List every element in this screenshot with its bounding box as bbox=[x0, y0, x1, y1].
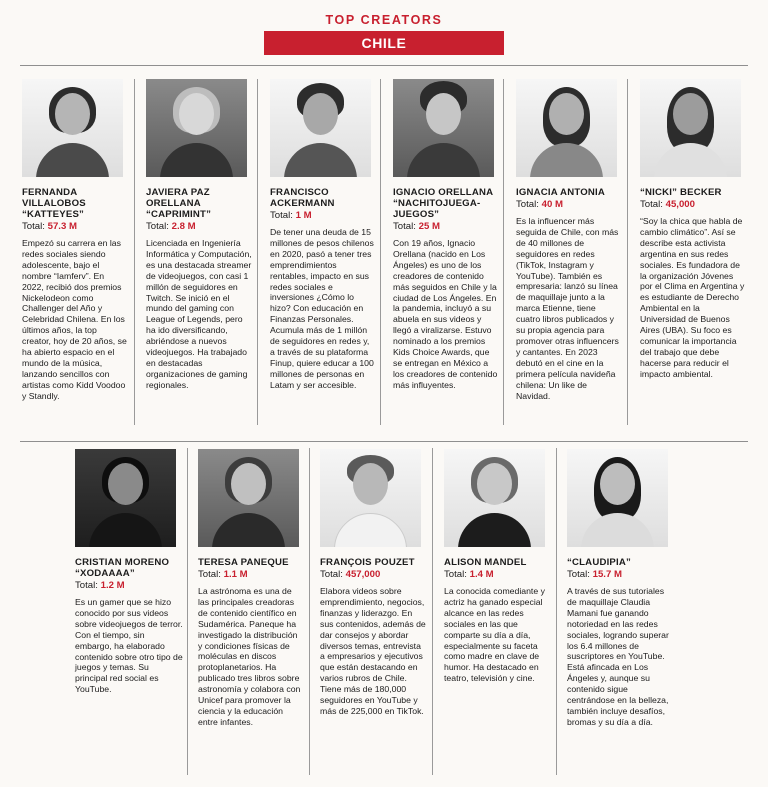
body-shape bbox=[36, 143, 109, 177]
creator-name: IGNACIA ANTONIA bbox=[516, 187, 605, 198]
creator-name: FERNANDA VILLALOBOS “KATTEYES” bbox=[22, 187, 86, 220]
body-shape bbox=[284, 143, 357, 177]
creator-total: Total: 1.2 M bbox=[75, 580, 125, 591]
creator-bio: A través de sus tutoriales de maquillaje Claudia Mamani fue ganando notoriedad en las redes sociales, logrando superar los 6.4 millones de suscriptores en YouTube. Está afincada en Los Ángeles y, aunque su contenido sigue centrándose en la belleza, también incluye desafíos, bromas y su día a día. bbox=[567, 586, 669, 727]
creator-bio: Elabora videos sobre emprendimiento, negocios, finanzas y liderazgo. En sus contenidos, además de dar consejos y abordar diversos temas, entrevista a empresarios y ejecutivos que están destacando en varios rubros de Chile. Tiene más de 180,000 seguidores en YouTube y más de 225,000 en TikTok. bbox=[320, 586, 426, 716]
creator-total: Total: 457,000 bbox=[320, 569, 381, 580]
face-shape bbox=[600, 463, 635, 505]
column-divider bbox=[134, 79, 135, 425]
middle-divider bbox=[20, 441, 748, 442]
column-divider bbox=[380, 79, 381, 425]
creator-card bbox=[270, 79, 376, 391]
creator-name: “NICKI” BECKER bbox=[640, 187, 722, 198]
face-shape bbox=[303, 93, 338, 135]
creator-card bbox=[75, 449, 183, 695]
creator-card bbox=[516, 79, 622, 401]
body-shape bbox=[334, 513, 407, 547]
creator-card bbox=[444, 449, 552, 684]
creator-card bbox=[640, 79, 748, 380]
creator-bio: Empezó su carrera en las redes sociales siendo adolescente, bajo el nombre “Iamferv”. En 2022, recibió dos premios Nickelodeon como Challenger del Año y Celebridad Chilena. En los últimos años, la top creator, hoy de 20 años, se ha abierto espacio en el mundo de la música, lanzando sencillos con artistas como Kidd Voodoo y Standly. bbox=[22, 238, 127, 401]
body-shape bbox=[654, 143, 727, 177]
creator-name: TERESA PANEQUE bbox=[198, 557, 289, 568]
creator-photo bbox=[567, 449, 668, 547]
creator-total: Total: 45,000 bbox=[640, 199, 695, 210]
creator-photo bbox=[75, 449, 176, 547]
creator-total: Total: 2.8 M bbox=[146, 221, 196, 232]
creator-name: “CLAUDIPIA” bbox=[567, 557, 632, 568]
creator-photo bbox=[22, 79, 123, 177]
creator-photo bbox=[270, 79, 371, 177]
column-divider bbox=[309, 448, 310, 775]
body-shape bbox=[89, 513, 162, 547]
creator-name: CRISTIAN MORENO “XODAAAA” bbox=[75, 557, 170, 579]
body-shape bbox=[160, 143, 233, 177]
body-shape bbox=[458, 513, 531, 547]
face-shape bbox=[549, 93, 584, 135]
column-divider bbox=[432, 448, 433, 775]
face-shape bbox=[231, 463, 266, 505]
face-shape bbox=[179, 93, 214, 135]
creator-bio: Con 19 años, Ignacio Orellana (nacido en Los Ángeles) es uno de los creadores de contenido más seguidos en Chile y la ciudad de Los Ángeles. En la pandemia, incluyó a su abuela en sus videos y llegó a viralizarse. Estuvo nominado a los premios Kids Choice Awards, que se entregan en México a los creadores de contenido más influyentes. bbox=[393, 238, 498, 390]
creator-name: ALISON MANDEL bbox=[444, 557, 527, 568]
column-divider bbox=[187, 448, 188, 775]
country-banner: CHILE bbox=[264, 31, 504, 55]
creator-card bbox=[22, 79, 128, 402]
face-shape bbox=[55, 93, 90, 135]
column-divider bbox=[503, 79, 504, 425]
creator-photo bbox=[320, 449, 421, 547]
column-divider bbox=[627, 79, 628, 425]
creator-total: Total: 25 M bbox=[393, 221, 440, 232]
creator-total: Total: 1 M bbox=[270, 210, 312, 221]
section-kicker: TOP CREATORS bbox=[325, 13, 443, 27]
creator-total: Total: 15.7 M bbox=[567, 569, 622, 580]
face-shape bbox=[108, 463, 143, 505]
creator-bio: La astrónoma es una de las principales creadoras de contenido científico en Sudamérica. Paneque ha investigado la distribución y condiciones físicas de moléculas en discos protoplanetarios. Ha publicado tres libros sobre astronomía y colabora con Unicef para promover la ciencia y la educación entre infantes. bbox=[198, 586, 301, 727]
creator-card bbox=[320, 449, 428, 717]
creator-bio: Es un gamer que se hizo conocido por sus videos sobre videojuegos de terror. Con el tiempo, sin embargo, ha elaborado contenido sobre otro tipo de juegos y temas. Su principal red social es YouTube. bbox=[75, 597, 183, 695]
creator-total: Total: 40 M bbox=[516, 199, 563, 210]
top-divider bbox=[20, 65, 748, 66]
creator-bio: De tener una deuda de 15 millones de pesos chilenos en 2020, pasó a tener tres emprendimientos rentables, impacto en sus redes sociales e inversiones ¿Cómo lo hizo? Con educación en Finanzas Personales. Acumula más de 1 millón de seguidores en redes y, a través de su plataforma Finup, quiere educar a 100 millones de personas en Latam y ser accesible. bbox=[270, 227, 374, 390]
creator-card bbox=[567, 449, 675, 728]
creator-photo bbox=[516, 79, 617, 177]
body-shape bbox=[530, 143, 603, 177]
creator-bio: “Soy la chica que habla de cambio climático”. Así se describe esta activista argentina en sus redes sociales. Es fundadora de la organización Jóvenes por el Clima en Argentina y es estudiante de Derecho Ambiental en la Universidad de Buenos Aires (UBA). Su foco es comunicar la importancia del trabajo que debe hacerse para reducir el impacto ambiental. bbox=[640, 216, 745, 379]
body-shape bbox=[212, 513, 285, 547]
creator-photo bbox=[393, 79, 494, 177]
face-shape bbox=[477, 463, 512, 505]
face-shape bbox=[426, 93, 461, 135]
creator-bio: Licenciada en Ingeniería Informática y Computación, es una destacada streamer de videojuegos, con casi 1 millón de seguidores en Twitch. Se inició en el mundo del gaming con League of Legends, pero ha ido diversificando, abriéndose a nuevos videojuegos. Ha trabajado en destacadas organizaciones de gaming regionales. bbox=[146, 238, 252, 390]
creator-total: Total: 1.4 M bbox=[444, 569, 494, 580]
creator-card bbox=[198, 449, 304, 728]
creator-photo bbox=[444, 449, 545, 547]
creator-name: FRANÇOIS POUZET bbox=[320, 557, 415, 568]
face-shape bbox=[673, 93, 708, 135]
creator-photo bbox=[640, 79, 741, 177]
creator-total: Total: 1.1 M bbox=[198, 569, 248, 580]
creator-bio: Es la influencer más seguida de Chile, con más de 40 millones de seguidores en redes (TikTok, Instagram y YouTube). También es empresaria: lanzó su línea de maquillaje junto a la marca Etienne, tiene cuatro libros publicados y su propia agencia para promover otras influencers y cantantes. En 2023 debutó en el cine en la primera película navideña chilena: Un like de Navidad. bbox=[516, 216, 619, 401]
creator-total: Total: 57.3 M bbox=[22, 221, 77, 232]
creator-name: FRANCISCO ACKERMANN bbox=[270, 187, 335, 209]
body-shape bbox=[581, 513, 654, 547]
face-shape bbox=[353, 463, 388, 505]
column-divider bbox=[257, 79, 258, 425]
creator-card bbox=[393, 79, 499, 391]
creator-bio: La conocida comediante y actriz ha ganado especial alcance en las redes sociales en las que comparte su día a día, especialmente su faceta como madre en clave de humor. Ha destacado en teatro, televisión y cine. bbox=[444, 586, 545, 684]
creator-photo bbox=[198, 449, 299, 547]
column-divider bbox=[556, 448, 557, 775]
creator-photo bbox=[146, 79, 247, 177]
body-shape bbox=[407, 143, 480, 177]
creator-card bbox=[146, 79, 252, 391]
creator-name: JAVIERA PAZ ORELLANA “CAPRIMINT” bbox=[146, 187, 212, 220]
creator-name: IGNACIO ORELLANA “NACHITOJUEGA-JUEGOS” bbox=[393, 187, 493, 220]
